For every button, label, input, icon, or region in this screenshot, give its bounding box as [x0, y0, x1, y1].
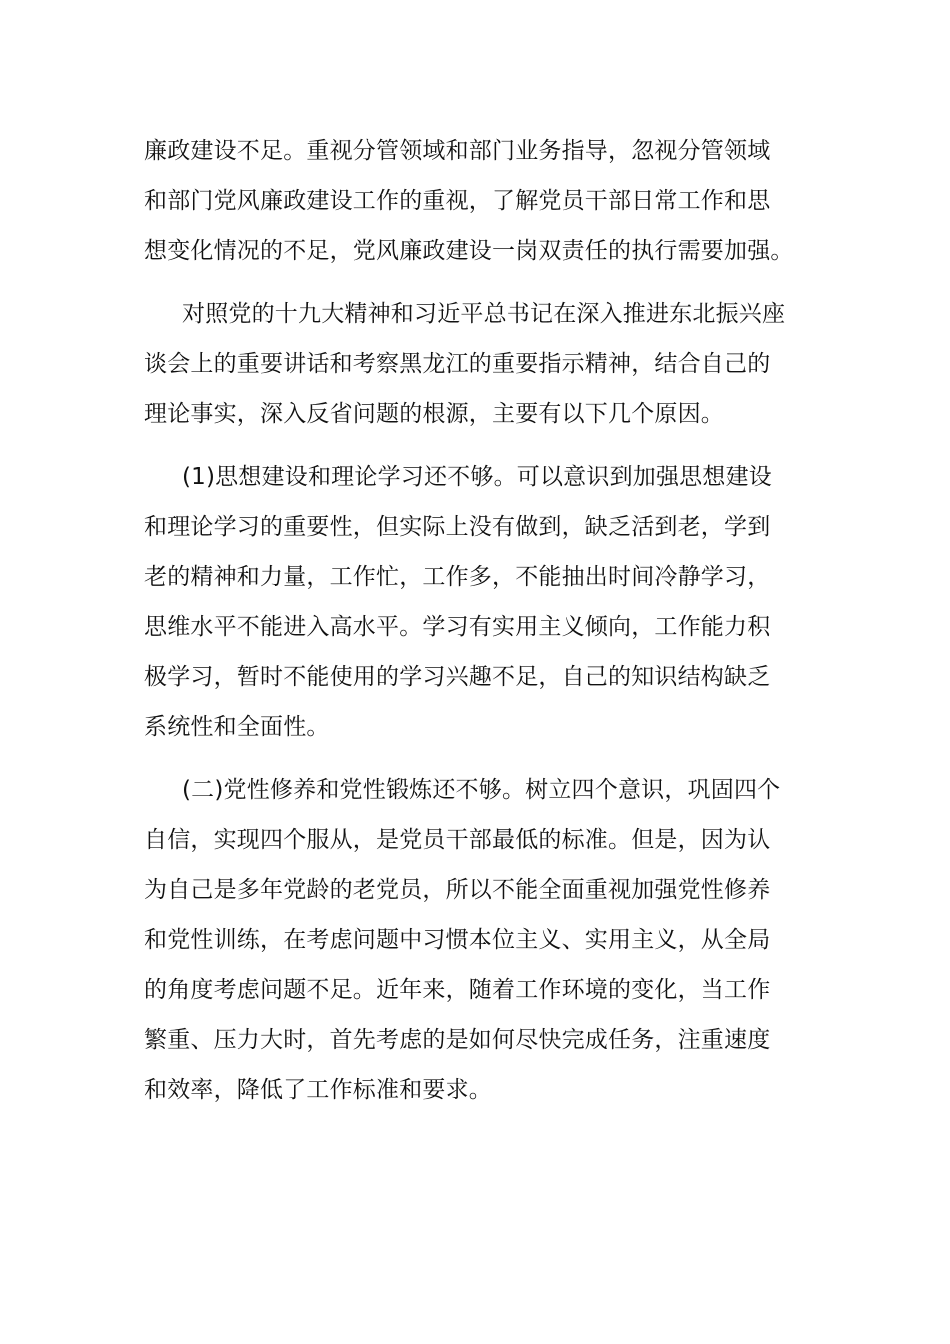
paragraph-4-line-7: 和效率，降低了工作标准和要求。: [144, 1077, 492, 1103]
paragraph-3-line-1: (1)思想建设和理论学习还不够。可以意识到加强思想建设: [182, 464, 772, 490]
paragraph-1-line-1: 廉政建设不足。重视分管领域和部门业务指导，忽视分管领域: [144, 138, 771, 164]
paragraph-3: [144, 452, 808, 752]
paragraph-4-line-1: (二)党性修养和党性锻炼还不够。树立四个意识，巩固四个: [182, 777, 781, 803]
paragraph-3-line-2: 和理论学习的重要性，但实际上没有做到，缺乏活到老，学到: [144, 514, 771, 540]
paragraph-4-line-5: 的角度考虑问题不足。近年来，随着工作环境的变化，当工作: [144, 977, 771, 1003]
paragraph-2: [144, 289, 808, 439]
paragraph-3-line-6: 系统性和全面性。: [144, 714, 330, 740]
document-body: [144, 126, 808, 1115]
paragraph-4-line-6: 繁重、压力大时，首先考虑的是如何尽快完成任务，注重速度: [144, 1027, 771, 1053]
paragraph-1-line-3: 想变化情况的不足，党风廉政建设一岗双责任的执行需要加强。: [144, 238, 794, 264]
paragraph-2-line-2: 谈会上的重要讲话和考察黑龙江的重要指示精神，结合自己的: [144, 351, 771, 377]
paragraph-1: [144, 126, 808, 276]
paragraph-2-line-3: 理论事实，深入反省问题的根源，主要有以下几个原因。: [144, 401, 724, 427]
paragraph-1-line-2: 和部门党风廉政建设工作的重视，了解党员干部日常工作和思: [144, 188, 771, 214]
paragraph-3-line-5: 极学习，暂时不能使用的学习兴趣不足，自己的知识结构缺乏: [144, 664, 771, 690]
paragraph-3-line-3: 老的精神和力量，工作忙，工作多，不能抽出时间冷静学习，: [144, 564, 771, 590]
paragraph-4-line-4: 和党性训练，在考虑问题中习惯本位主义、实用主义，从全局: [144, 927, 771, 953]
paragraph-2-line-1: 对照党的十九大精神和习近平总书记在深入推进东北振兴座: [182, 301, 786, 327]
paragraph-4-line-2: 自信，实现四个服从，是党员干部最低的标准。但是，因为认: [144, 827, 771, 853]
paragraph-4-line-3: 为自己是多年党龄的老党员，所以不能全面重视加强党性修养: [144, 877, 771, 903]
paragraph-4: [144, 765, 808, 1115]
paragraph-3-line-4: 思维水平不能进入高水平。学习有实用主义倾向，工作能力积: [144, 614, 771, 640]
